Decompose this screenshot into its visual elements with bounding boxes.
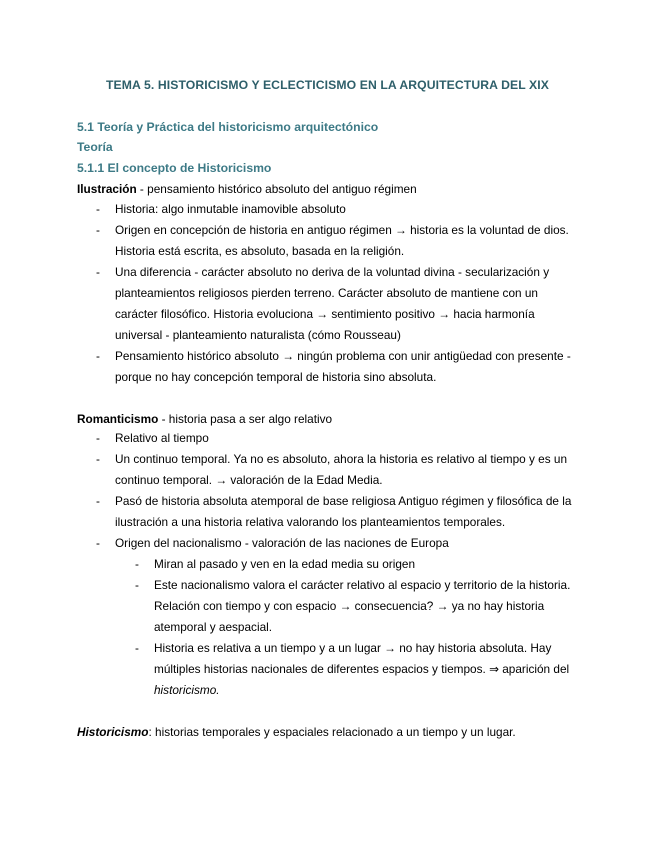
ilustracion-bullet-list — [0, 199, 655, 388]
list-item: - Historia: algo inmutable inamovible absoluto — [0, 199, 655, 220]
dash-bullet-icon: - — [135, 641, 139, 655]
dash-bullet-icon: - — [135, 578, 139, 592]
historicismo-italic: historicismo. — [154, 683, 220, 697]
dash-bullet-icon: - — [135, 557, 139, 571]
list-item: - Un continuo temporal. Ya no es absoluto, ahora la historia es relativo al tiempo y es un continuo temporal. → valoración de la Edad Media. — [0, 449, 655, 491]
romanticismo-definition: - historia pasa a ser algo relativo — [158, 412, 333, 426]
list-item: - Una diferencia - carácter absoluto no deriva de la voluntad divina - secularización y planteamientos religiosos pierden terreno. Carácter absoluto de mantiene con un carácter filosófico. Historia evoluciona → sentimiento positivo → hacia harmonía universal - planteamiento naturalista (cómo Rousseau) — [0, 262, 655, 346]
romanticismo-paragraph — [77, 411, 332, 427]
list-item: - Historia es relativa a un tiempo y a un lugar → no hay historia absoluta. Hay múltiples historias nacionales de diferentes espacios y tiempos. ⇒ aparición del historicismo. — [0, 638, 655, 701]
dash-bullet-icon: - — [96, 349, 100, 363]
ilustracion-definition: - pensamiento histórico absoluto del antiguo régimen — [136, 182, 417, 196]
dash-bullet-icon: - — [96, 223, 100, 237]
subsection-heading: 5.1.1 El concepto de Historicismo — [77, 161, 272, 175]
list-item: - Este nacionalismo valora el carácter relativo al espacio y territorio de la historia. Relación con tiempo y con espacio → consecuencia? → ya no hay historia atemporal y aespacial. — [0, 575, 655, 638]
ilustracion-paragraph — [77, 181, 417, 197]
dash-bullet-icon: - — [96, 536, 100, 550]
dash-bullet-icon: - — [96, 431, 100, 445]
romanticismo-bullet-list — [0, 428, 655, 701]
dash-bullet-icon: - — [96, 452, 100, 466]
list-item: - Pasó de historia absoluta atemporal de base religiosa Antiguo régimen y filosófica de la ilustración a una historia relativa valorando los planteamientos temporales. — [0, 491, 655, 533]
list-item: - Miran al pasado y ven en la edad media su origen — [0, 554, 655, 575]
dash-bullet-icon: - — [96, 265, 100, 279]
list-item: - Relativo al tiempo — [0, 428, 655, 449]
dash-bullet-icon: - — [96, 202, 100, 216]
list-item: - Pensamiento histórico absoluto → ningún problema con unir antigüedad con presente - porque no hay concepción temporal de historia sino absoluta. — [0, 346, 655, 388]
document-title: TEMA 5. HISTORICISMO Y ECLECTICISMO EN LA ARQUITECTURA DEL XIX — [106, 78, 549, 92]
ilustracion-term: Ilustración — [77, 182, 137, 196]
historicismo-paragraph — [77, 724, 516, 740]
list-item: - Origen en concepción de historia en antiguo régimen → historia es la voluntad de dios. Historia está escrita, es absoluto, basada en la religión. — [0, 220, 655, 262]
historicismo-term: Historicismo — [77, 725, 149, 739]
list-item: - Origen del nacionalismo - valoración de las naciones de Europa — [0, 533, 655, 554]
dash-bullet-icon: - — [96, 494, 100, 508]
section-heading: 5.1 Teoría y Práctica del historicismo arquitectónico — [77, 120, 379, 134]
subheading-teoria: Teoría — [77, 140, 113, 154]
romanticismo-term: Romanticismo — [77, 412, 159, 426]
historicismo-definition: : historias temporales y espaciales relacionado a un tiempo y un lugar. — [148, 725, 516, 739]
